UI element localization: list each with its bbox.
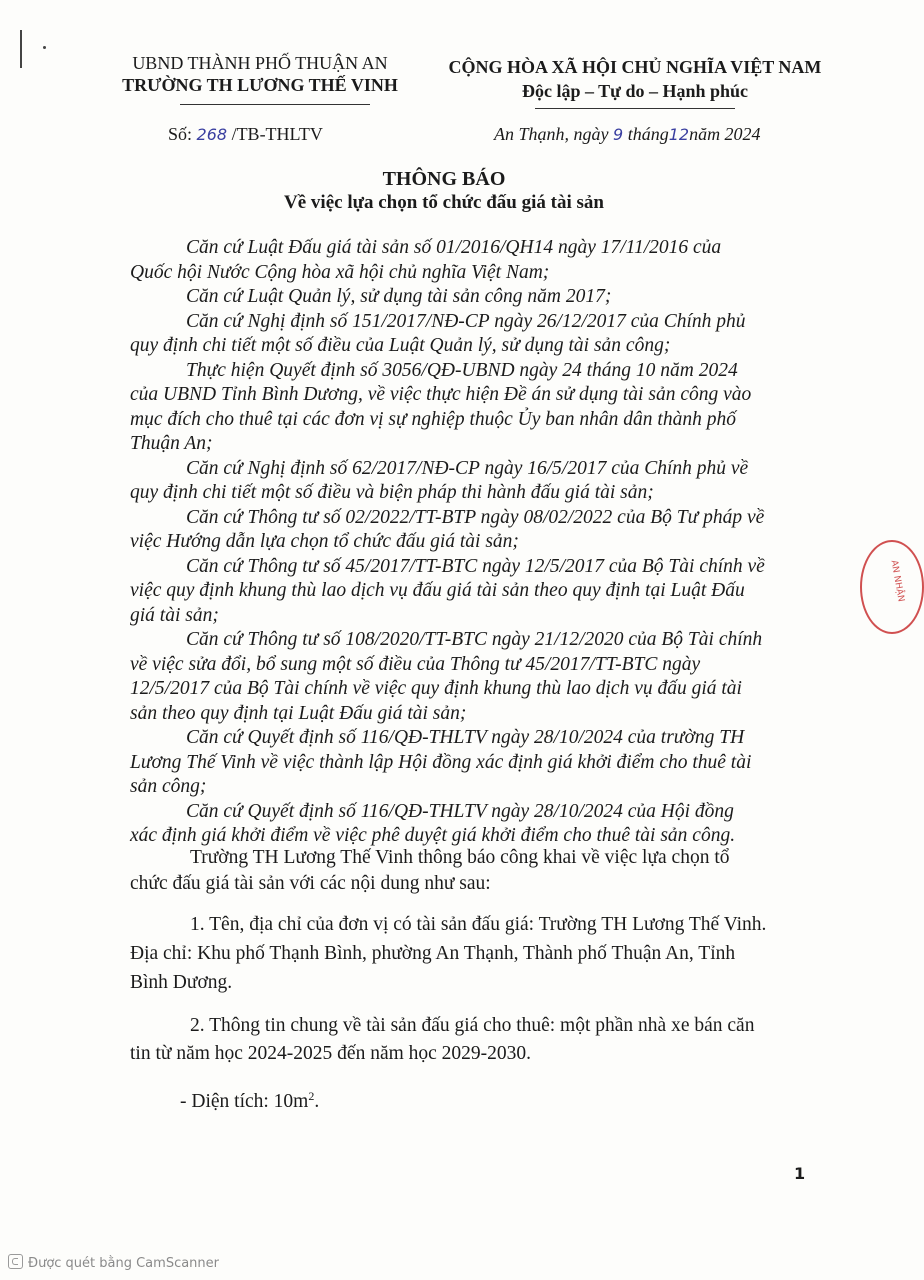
basis-2-line-1: Căn cứ Luật Quản lý, sử dụng tài sản công năm 2017; xyxy=(186,286,612,307)
place-date-a: An Thạnh, ngày xyxy=(494,124,609,144)
basis-8-line-1: Căn cứ Thông tư số 108/2020/TT-BTC ngày 21/12/2020 của Bộ Tài chính xyxy=(186,629,763,650)
basis-7-line-2: việc quy định khung thù lao dịch vụ đấu giá tài sản theo quy định tại Luật Đấu xyxy=(130,580,745,601)
basis-8-line-2: về việc sửa đổi, bổ sung một số điều của Thông tư 45/2017/TT-BTC ngày xyxy=(130,653,701,675)
month-handwritten: 12 xyxy=(668,125,690,144)
page-number: 1 xyxy=(794,1164,806,1183)
camscanner-icon xyxy=(8,1254,23,1269)
area-line xyxy=(180,1085,319,1113)
basis-10-line-1: Căn cứ Quyết định số 116/QĐ-THLTV ngày 28/10/2024 của Hội đồng xyxy=(186,800,734,822)
basis-9-line-3: sản công; xyxy=(130,776,207,797)
basis-9-line-2: Lương Thế Vinh về việc thành lập Hội đồng xác định giá khởi điểm cho thuê tài xyxy=(130,751,752,773)
place-date xyxy=(494,124,761,145)
notice-title: THÔNG BÁO xyxy=(382,168,506,190)
number-suffix: /TB-THLTV xyxy=(231,124,323,144)
basis-5-line-2: quy định chi tiết một số điều và biện pháp thi hành đấu giá tài sản; xyxy=(130,482,654,503)
basis-10-line-2: xác định giá khởi điểm về việc phê duyệt giá khởi điểm cho thuê tài sản công. xyxy=(130,825,736,846)
nation-line-2: Độc lập – Tự do – Hạnh phúc xyxy=(521,81,749,101)
nation-underline xyxy=(535,108,735,109)
area-text: - Diện tích: 10m xyxy=(180,1091,309,1112)
item1-line-1: 1. Tên, địa chỉ của đơn vị có tài sản đấu giá: Trường TH Lương Thế Vinh. xyxy=(190,914,767,935)
basis-6-line-2: việc Hướng dẫn lựa chọn tổ chức đấu giá tài sản; xyxy=(130,531,519,552)
basis-6-line-1: Căn cứ Thông tư số 02/2022/TT-BTP ngày 08/02/2022 của Bộ Tư pháp về xyxy=(186,506,765,528)
footer-text: Được quét bằng CamScanner xyxy=(28,1256,220,1271)
item1-line-2: Địa chỉ: Khu phố Thạnh Bình, phường An Thạnh, Thành phố Thuận An, Tỉnh xyxy=(130,943,736,964)
org-underline xyxy=(180,104,370,105)
notice-subtitle: Về việc lựa chọn tổ chức đấu giá tài sản xyxy=(284,192,604,213)
margin-dot xyxy=(43,46,46,49)
basis-4-line-3: mục đích cho thuê tại các đơn vị sự nghiệp thuộc Ủy ban nhân dân thành phố xyxy=(130,408,736,430)
basis-3-line-1: Căn cứ Nghị định số 151/2017/NĐ-CP ngày 26/12/2017 của Chính phủ xyxy=(186,310,746,332)
area-end: . xyxy=(314,1091,320,1112)
basis-3-line-2: quy định chi tiết một số điều của Luật Quản lý, sử dụng tài sản công; xyxy=(130,335,671,356)
org-line-1: UBND THÀNH PHỐ THUẬN AN xyxy=(132,53,388,73)
number-prefix: Số: xyxy=(168,124,193,144)
org-line-2: TRƯỜNG TH LƯƠNG THẾ VINH xyxy=(122,75,398,95)
number-handwritten: 268 xyxy=(196,125,228,144)
basis-4-line-4: Thuận An; xyxy=(130,433,213,454)
place-date-b: tháng xyxy=(627,124,669,144)
day-handwritten: 9 xyxy=(613,125,624,144)
intro-line-1: Trường TH Lương Thế Vinh thông báo công khai về việc lựa chọn tổ xyxy=(190,847,730,868)
scanner-footer xyxy=(8,1254,219,1271)
basis-8-line-3: 12/5/2017 của Bộ Tài chính về việc quy định khung thù lao dịch vụ đấu giá tài xyxy=(130,678,742,699)
basis-4-line-1: Thực hiện Quyết định số 3056/QĐ-UBND ngày 24 tháng 10 năm 2024 xyxy=(186,359,738,381)
item1-line-3: Bình Dương. xyxy=(130,972,233,993)
stamp-text: AN NHẬN xyxy=(888,559,906,603)
basis-8-line-4: sản theo quy định tại Luật Đấu giá tài sản; xyxy=(130,702,467,724)
basis-1-line-1: Căn cứ Luật Đấu giá tài sản số 01/2016/QH14 ngày 17/11/2016 của xyxy=(186,237,722,258)
basis-5-line-1: Căn cứ Nghị định số 62/2017/NĐ-CP ngày 16/5/2017 của Chính phủ về xyxy=(186,457,749,479)
item2-line-1: 2. Thông tin chung về tài sản đấu giá cho thuê: một phần nhà xe bán căn xyxy=(190,1015,755,1036)
basis-4-line-2: của UBND Tỉnh Bình Dương, về việc thực hiện Đề án sử dụng tài sản công vào xyxy=(130,384,752,405)
nation-line-1: CỘNG HÒA XÃ HỘI CHỦ NGHĨA VIỆT NAM xyxy=(448,57,822,77)
place-date-c: năm 2024 xyxy=(689,124,761,144)
document-number xyxy=(168,124,323,145)
basis-1-line-2: Quốc hội Nước Cộng hòa xã hội chủ nghĩa Việt Nam; xyxy=(130,261,550,283)
basis-9-line-1: Căn cứ Quyết định số 116/QĐ-THLTV ngày 28/10/2024 của trường TH xyxy=(186,727,745,748)
basis-7-line-3: giá tài sản; xyxy=(130,604,219,626)
area-superscript: 2 xyxy=(308,1089,315,1103)
intro-line-2: chức đấu giá tài sản với các nội dung như sau: xyxy=(130,873,491,894)
basis-7-line-1: Căn cứ Thông tư số 45/2017/TT-BTC ngày 12/5/2017 của Bộ Tài chính về xyxy=(186,555,765,577)
margin-mark xyxy=(20,30,22,68)
item2-line-2: tin từ năm học 2024-2025 đến năm học 2029-2030. xyxy=(130,1043,532,1064)
stamp-fragment xyxy=(860,540,924,634)
